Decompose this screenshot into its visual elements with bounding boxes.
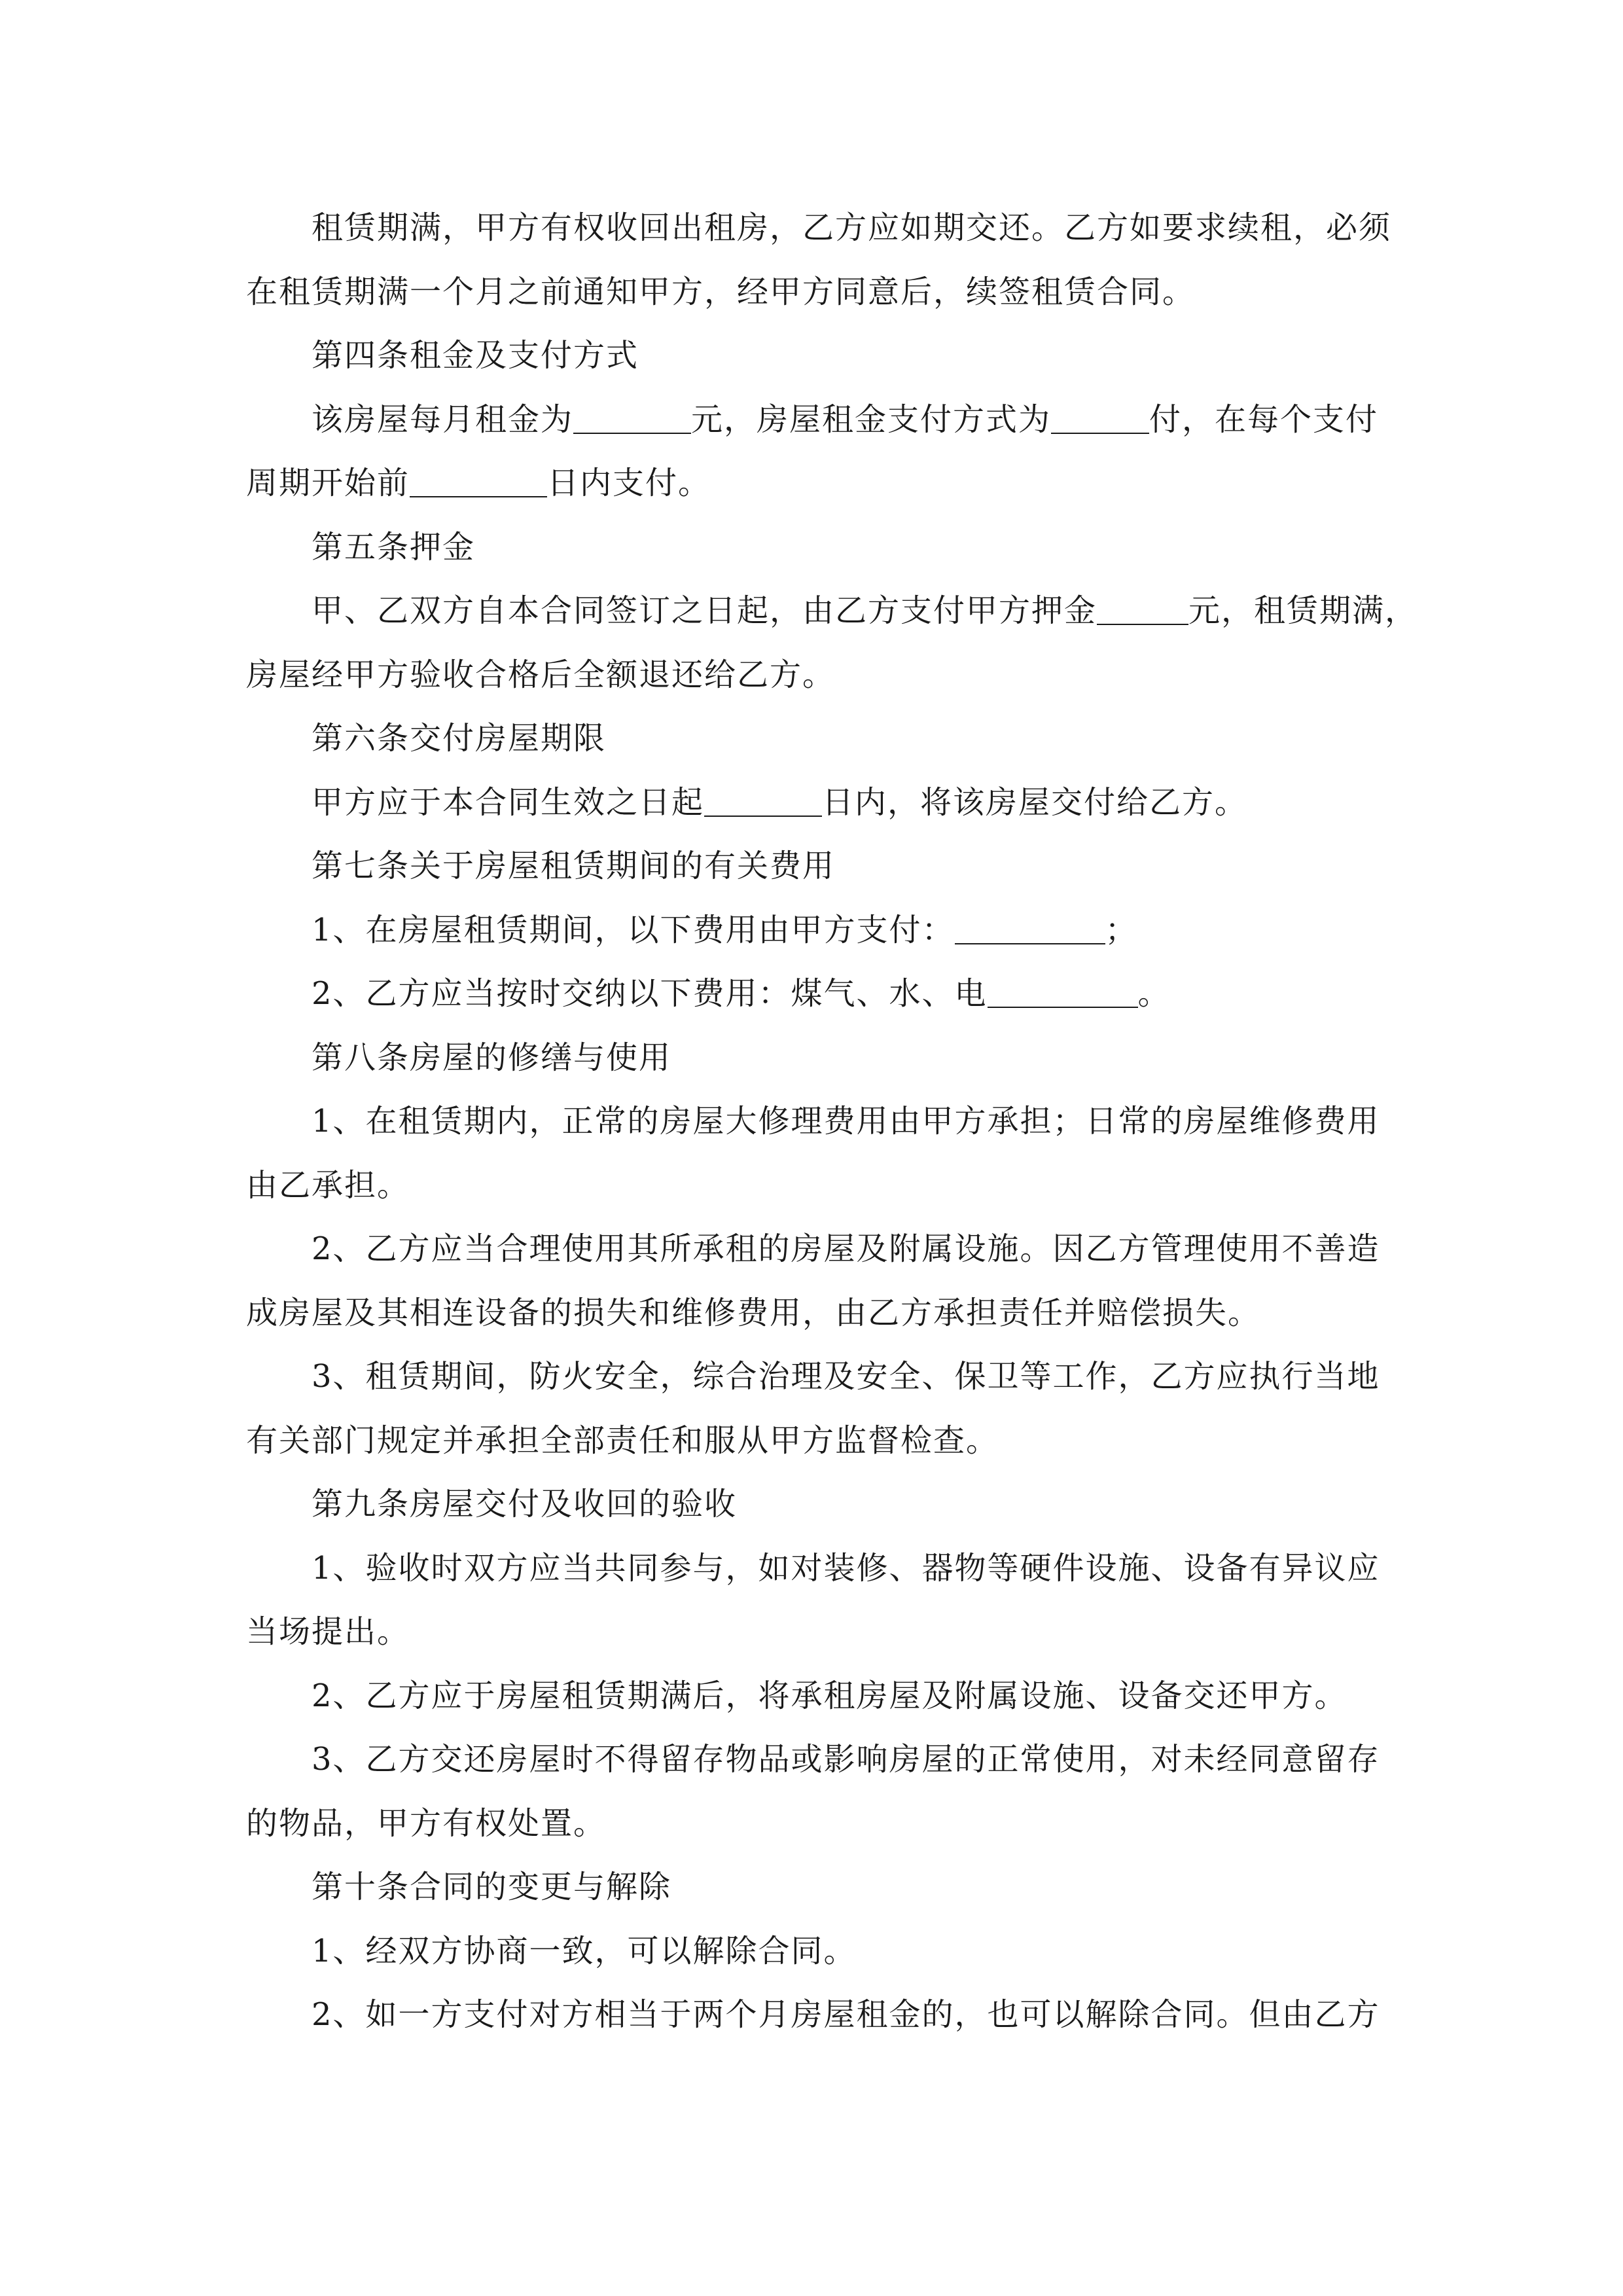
paragraph-text: 当场提出。 [246, 1613, 410, 1650]
section-heading-article-6 [246, 707, 1378, 771]
paragraph-text: 付，在每个支付 [1149, 401, 1379, 438]
paragraph-line [246, 196, 1392, 260]
paragraph-line [246, 452, 1378, 516]
paragraph-line [246, 1728, 1378, 1792]
paragraph-text: 成房屋及其相连设备的损失和维修费用，由乙方承担责任并赔偿损失。 [246, 1294, 1261, 1331]
payment-method-blank [1051, 400, 1149, 434]
section-heading-article-5 [246, 516, 1378, 580]
paragraph-text: ； [1105, 911, 1138, 948]
paragraph-line [246, 1154, 1378, 1218]
paragraph-text: 甲、乙双方自本合同签订之日起，由乙方支付甲方押金 [312, 592, 1097, 629]
delivery-days-blank [704, 783, 822, 817]
landlord-fees-blank [955, 910, 1105, 944]
paragraph-text: 房屋经甲方验收合格后全额退还给乙方。 [246, 656, 836, 693]
paragraph-text: 1、在房屋租赁期间，以下费用由甲方支付： [312, 911, 955, 948]
section-heading-text: 第五条押金 [312, 528, 476, 565]
paragraph-text: 1、在租赁期内，正常的房屋大修理费用由甲方承担；日常的房屋维修费用 [312, 1103, 1380, 1139]
section-heading-article-9 [246, 1473, 1378, 1537]
paragraph-text: 日内，将该房屋交付给乙方。 [822, 783, 1248, 821]
paragraph-line [246, 1664, 1378, 1729]
paragraph-text: 的物品，甲方有权处置。 [246, 1804, 607, 1842]
section-heading-text: 第九条房屋交付及收回的验收 [312, 1486, 738, 1522]
paragraph-line [246, 1983, 1378, 2047]
paragraph-line [246, 260, 1378, 325]
section-heading-text: 第十条合同的变更与解除 [312, 1869, 672, 1905]
section-heading-article-10 [246, 1856, 1378, 1920]
paragraph-text: 3、租赁期间，防火安全，综合治理及安全、保卫等工作，乙方应执行当地 [312, 1358, 1380, 1395]
paragraph-text: 1、经双方协商一致，可以解除合同。 [312, 1932, 857, 1969]
section-heading-text: 第六条交付房屋期限 [312, 720, 607, 757]
document-body [246, 196, 1418, 2047]
section-heading-text: 第四条租金及支付方式 [312, 337, 639, 374]
section-heading-text: 第七条关于房屋租赁期间的有关费用 [312, 848, 836, 884]
paragraph-line [246, 643, 1378, 708]
paragraph-line [246, 1920, 1378, 1984]
paragraph-text: 由乙承担。 [246, 1166, 410, 1204]
paragraph-text: 2、如一方支付对方相当于两个月房屋租金的，也可以解除合同。但由乙方 [312, 1996, 1380, 2033]
tenant-fees-blank [988, 974, 1138, 1008]
paragraph-line [246, 388, 1378, 452]
section-heading-article-4 [246, 324, 1378, 388]
section-heading-article-8 [246, 1026, 1378, 1090]
paragraph-line [246, 1282, 1378, 1346]
paragraph-line [246, 579, 1418, 643]
section-heading-article-7 [246, 834, 1378, 899]
paragraph-line [246, 1090, 1378, 1154]
paragraph-line [246, 771, 1378, 835]
paragraph-text: 。 [1137, 975, 1171, 1012]
paragraph-text: 租赁期满，甲方有权收回出租房，乙方应如期交还。乙方如要求续租，必须 [312, 209, 1392, 246]
paragraph-text: 2、乙方应于房屋租赁期满后，将承租房屋及附属设施、设备交还甲方。 [312, 1677, 1347, 1714]
paragraph-line [246, 1537, 1378, 1601]
paragraph-line [246, 1792, 1378, 1856]
paragraph-text: 日内支付。 [547, 465, 711, 501]
paragraph-line [246, 1217, 1378, 1282]
payment-days-blank [410, 463, 547, 497]
paragraph-line [246, 1409, 1378, 1473]
paragraph-text: 甲方应于本合同生效之日起 [312, 783, 705, 821]
paragraph-text: 2、乙方应当按时交纳以下费用：煤气、水、电 [312, 975, 988, 1012]
paragraph-text: 3、乙方交还房屋时不得留存物品或影响房屋的正常使用，对未经同意留存 [312, 1741, 1380, 1778]
paragraph-text: 周期开始前 [246, 465, 410, 501]
paragraph-text: 1、验收时双方应当共同参与，如对装修、器物等硬件设施、设备有异议应 [312, 1549, 1380, 1587]
deposit-blank [1097, 591, 1188, 625]
section-heading-text: 第八条房屋的修缮与使用 [312, 1039, 672, 1076]
paragraph-text: 元，房屋租金支付方式为 [691, 401, 1052, 438]
monthly-rent-blank [573, 400, 691, 434]
paragraph-text: 元，租赁期满， [1188, 592, 1418, 629]
paragraph-line [246, 1345, 1378, 1409]
paragraph-line [246, 899, 1378, 963]
paragraph-text: 2、乙方应当合理使用其所承租的房屋及附属设施。因乙方管理使用不善造 [312, 1230, 1380, 1267]
paragraph-line [246, 1600, 1378, 1664]
paragraph-text: 在租赁期满一个月之前通知甲方，经甲方同意后，续签租赁合同。 [246, 273, 1196, 310]
paragraph-text: 该房屋每月租金为 [312, 401, 574, 438]
paragraph-text: 有关部门规定并承担全部责任和服从甲方监督检查。 [246, 1422, 999, 1459]
paragraph-line [246, 962, 1378, 1026]
